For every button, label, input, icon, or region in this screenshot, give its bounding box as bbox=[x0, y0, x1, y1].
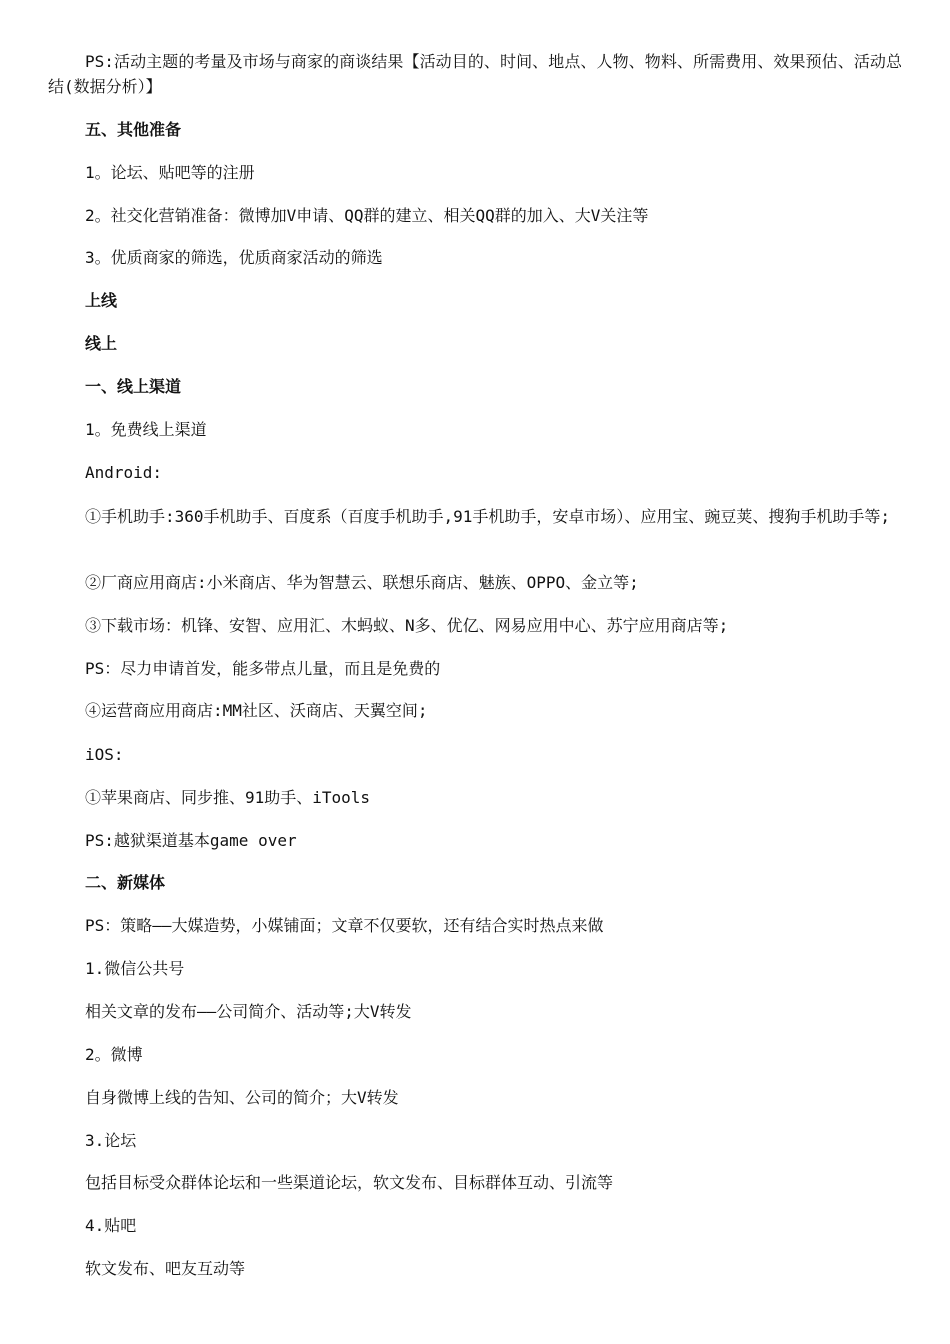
label-android: Android: bbox=[85, 463, 163, 482]
paragraph-forum: 3.论坛 bbox=[85, 1131, 137, 1150]
paragraph-item-1-registration: 1。论坛、贴吧等的注册 bbox=[85, 163, 255, 182]
paragraph-apple-stores: ①苹果商店、同步推、91助手、iTools bbox=[85, 788, 371, 807]
heading-online-channels: 一、线上渠道 bbox=[85, 377, 182, 396]
heading-new-media: 二、新媒体 bbox=[85, 873, 166, 892]
paragraph-weibo-details: 自身微博上线的告知、公司的简介；大V转发 bbox=[85, 1088, 399, 1107]
paragraph-tieba-details: 软文发布、吧友互动等 bbox=[85, 1259, 246, 1278]
paragraph-ps-jailbreak: PS:越狱渠道基本game over bbox=[85, 831, 297, 850]
heading-launch: 上线 bbox=[85, 291, 118, 310]
paragraph-wechat-account: 1.微信公共号 bbox=[85, 959, 185, 978]
paragraph-vendor-app-stores: ②厂商应用商店:小米商店、华为智慧云、联想乐商店、魅族、OPPO、金立等; bbox=[85, 573, 639, 592]
paragraph-free-online-channels: 1。免费线上渠道 bbox=[85, 420, 207, 439]
paragraph-carrier-app-stores: ④运营商应用商店:MM社区、沃商店、天翼空间; bbox=[85, 701, 428, 720]
paragraph-tieba: 4.贴吧 bbox=[85, 1216, 137, 1235]
heading-other-preparation: 五、其他准备 bbox=[85, 120, 182, 139]
paragraph-ps-first-release: PS：尽力申请首发，能多带点儿量，而且是免费的 bbox=[85, 659, 441, 678]
paragraph-ps-strategy: PS：策略——大媒造势，小媒铺面；文章不仅要软，还有结合实时热点来做 bbox=[85, 916, 604, 935]
paragraph-download-markets: ③下载市场：机锋、安智、应用汇、木蚂蚁、N多、优亿、网易应用中心、苏宁应用商店等; bbox=[85, 616, 729, 635]
paragraph-forum-details: 包括目标受众群体论坛和一些渠道论坛，软文发布、目标群体互动、引流等 bbox=[85, 1173, 614, 1192]
paragraph-item-2-social-marketing: 2。社交化营销准备：微博加V申请、QQ群的建立、相关QQ群的加入、大V关注等 bbox=[85, 206, 649, 225]
paragraph-wechat-articles: 相关文章的发布——公司简介、活动等;大V转发 bbox=[85, 1002, 412, 1021]
paragraph-ps-activity-theme: PS:活动主题的考量及市场与商家的商谈结果【活动目的、时间、地点、人物、物料、所需费用、效果预估、活动总结(数据分析）】 bbox=[48, 52, 902, 96]
heading-online: 线上 bbox=[85, 334, 118, 353]
label-ios: iOS: bbox=[85, 745, 124, 764]
paragraph-weibo: 2。微博 bbox=[85, 1045, 143, 1064]
paragraph-item-3-merchant-screening: 3。优质商家的筛选，优质商家活动的筛选 bbox=[85, 248, 383, 267]
paragraph-phone-assistants: ①手机助手:360手机助手、百度系（百度手机助手,91手机助手，安卓市场）、应用宝、豌豆荚、搜狗手机助手等; bbox=[85, 507, 891, 526]
